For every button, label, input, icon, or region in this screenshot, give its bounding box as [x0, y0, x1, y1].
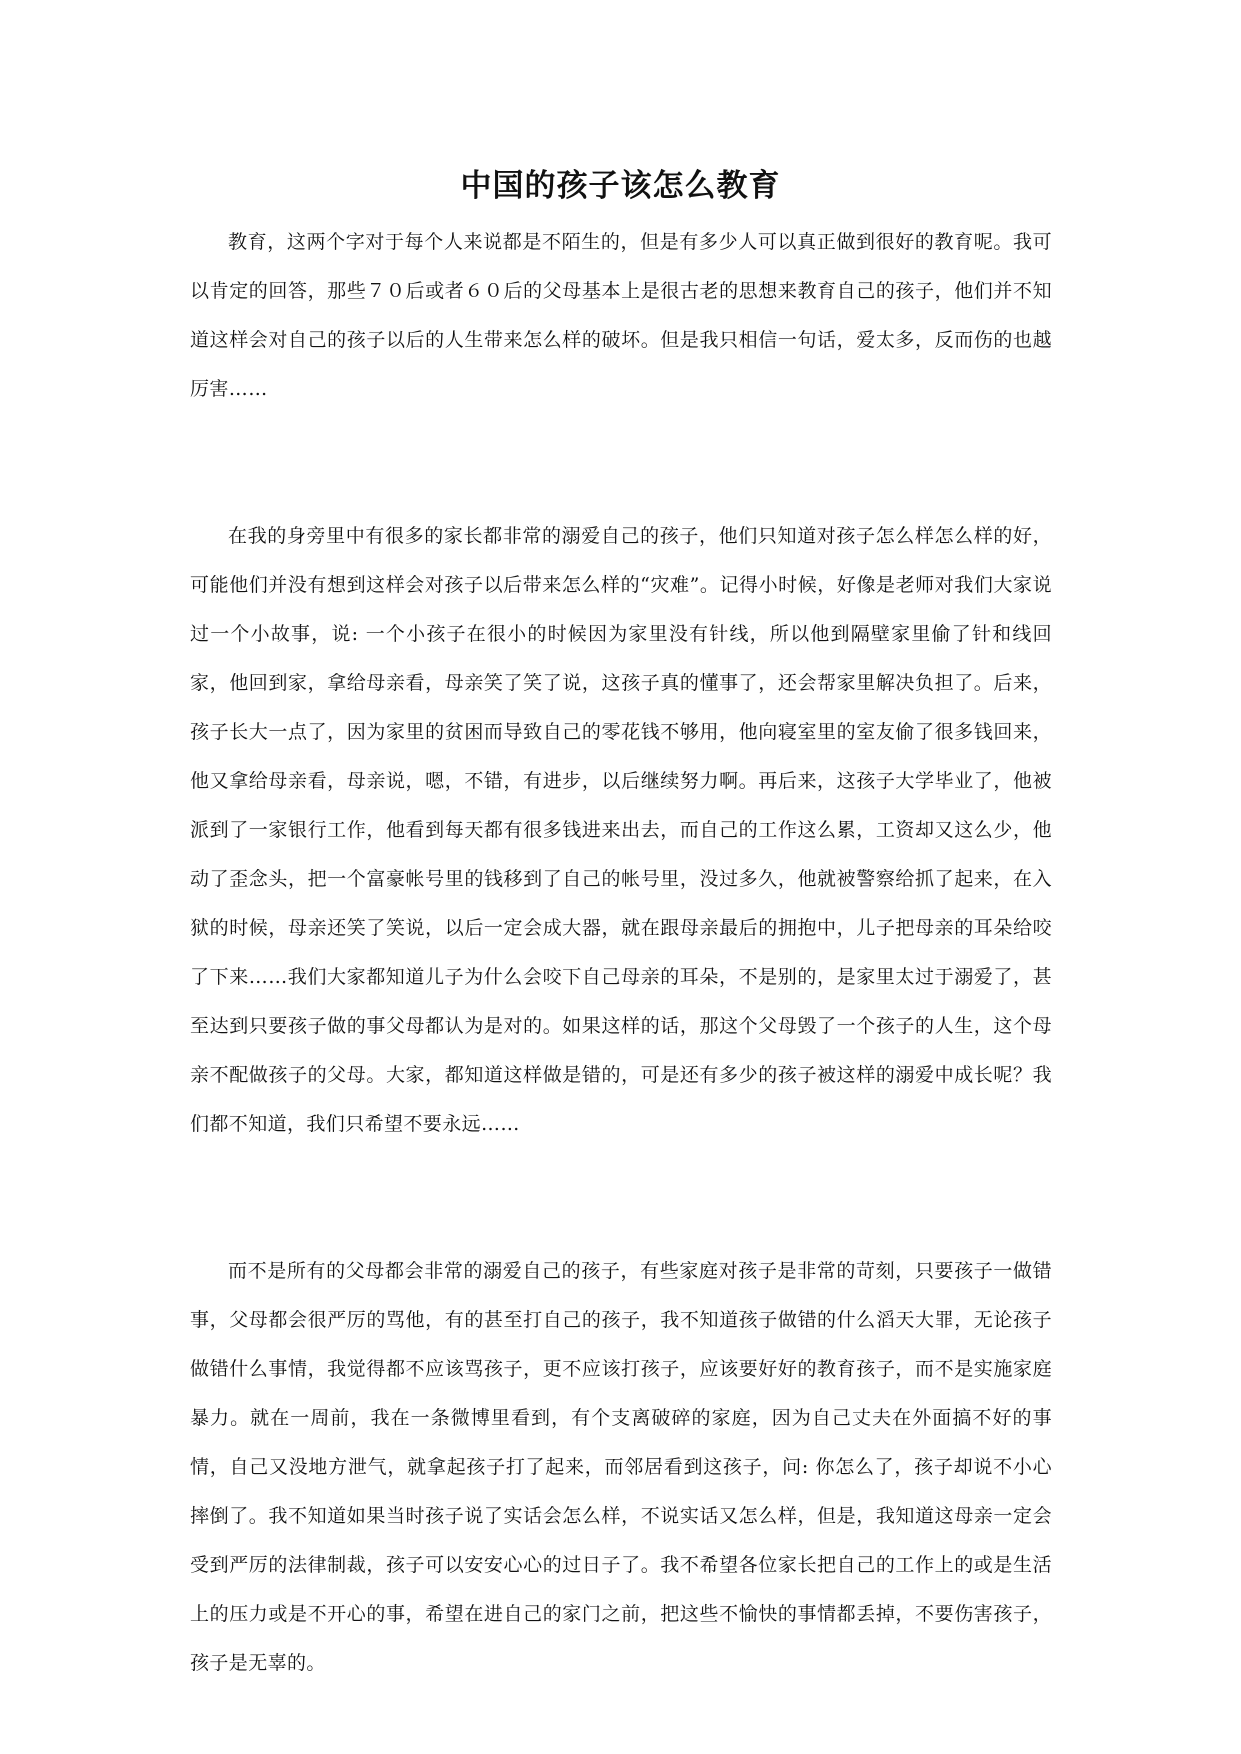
- paragraph-intro: 教育，这两个字对于每个人来说都是不陌生的，但是有多少人可以真正做到很好的教育呢。我可以肯定的回答，那些７０后或者６０后的父母基本上是很古老的思想来教育自己的孩子，他们并不知道这样会对自己的孩子以后的人生带来怎么样的破坏。但是我只相信一句话，爱太多，反而伤的也越厉害……: [190, 231, 1052, 400]
- paragraph-spacer: [190, 1149, 1052, 1247]
- document-title: 中国的孩子该怎么教育: [460, 168, 781, 204]
- paragraph-indulgence: 在我的身旁里中有很多的家长都非常的溺爱自己的孩子，他们只知道对孩子怎么样怎么样的好，可能他们并没有想到这样会对孩子以后带来怎么样的“灾难”。记得小时候，好像是老师对我们大家说过一个小故事，说: 一个小孩子在很小的时候因为家里没有针线，所以他到隔壁家里偷了针和线回家，他回到家，拿给母亲看，母亲笑了笑了说，这孩子真的懂事了，还会帮家里解决负担了。后来，孩子长大一点了，因为家里的贫困而导致自己的零花钱不够用，他向寝室里的室友偷了很多钱回来，他又拿给母亲看，母亲说，嗯，不错，有进步，以后继续努力啊。再后来，这孩子大学毕业了，他被派到了一家银行工作，他看到每天都有很多钱进来出去，而自己的工作这么累，工资却又这么少，他动了歪念头，把一个富豪帐号里的钱移到了自己的帐号里，没过多久，他就被警察给抓了起来，在入狱的时候，母亲还笑了笑说，以后一定会成大器，就在跟母亲最后的拥抱中，儿子把母亲的耳朵给咬了下来……我们大家都知道儿子为什么会咬下自己母亲的耳朵，不是别的，是家里太过于溺爱了，甚至达到只要孩子做的事父母都认为是对的。如果这样的话，那这个父母毁了一个孩子的人生，这个母亲不配做孩子的父母。大家，都知道这样做是错的，可是还有多少的孩子被这样的溺爱中成长呢？我们都不知道，我们只希望不要永远……: [190, 525, 1052, 1135]
- paragraph-spacer: [190, 414, 1052, 512]
- paragraph-harshness: 而不是所有的父母都会非常的溺爱自己的孩子，有些家庭对孩子是非常的苛刻，只要孩子一做错事，父母都会很严厉的骂他，有的甚至打自己的孩子，我不知道孩子做错的什么滔天大罪，无论孩子做错什么事情，我觉得都不应该骂孩子，更不应该打孩子，应该要好好的教育孩子，而不是实施家庭暴力。就在一周前，我在一条微博里看到，有个支离破碎的家庭，因为自己丈夫在外面搞不好的事情，自己又没地方泄气，就拿起孩子打了起来，而邻居看到这孩子，问: 你怎么了，孩子却说不小心摔倒了。我不知道如果当时孩子说了实话会怎么样，不说实话又怎么样，但是，我知道这母亲一定会受到严厉的法律制裁，孩子可以安安心心的过日子了。我不希望各位家长把自己的工作上的或是生活上的压力或是不开心的事，希望在进自己的家门之前，把这些不愉快的事情都丢掉，不要伤害孩子，孩子是无辜的。: [190, 1260, 1052, 1674]
- document-body: [190, 218, 1052, 1688]
